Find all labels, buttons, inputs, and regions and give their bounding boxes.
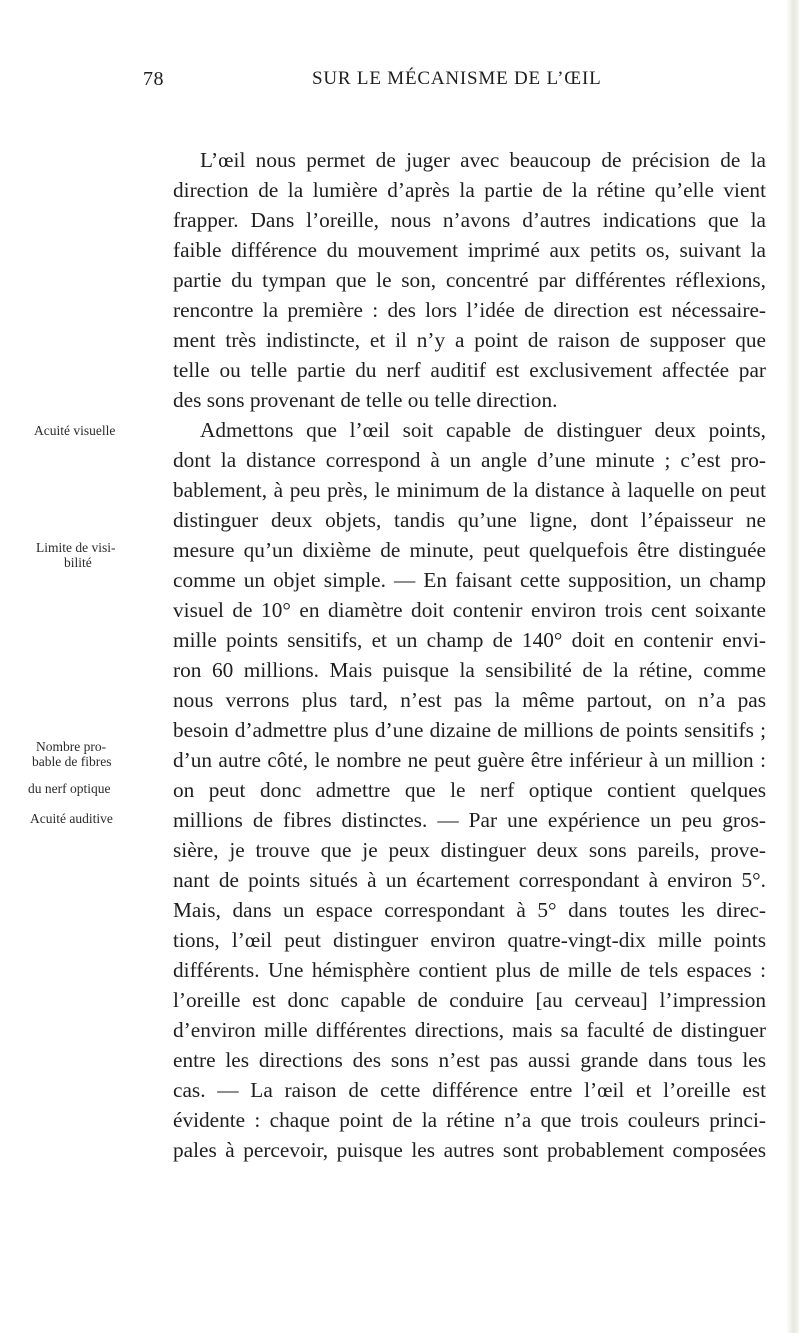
text-line: d’un autre côté, le nombre ne peut guère être inférieur à un million : xyxy=(173,748,766,772)
text-line: partie du tympan que le son, concentré par différentes réflexions, xyxy=(173,268,766,292)
margin-note-limite-line2: bilité xyxy=(64,555,92,570)
text-line: frapper. Dans l’oreille, nous n’avons d’autres indications que la xyxy=(173,208,766,232)
text-line: direction de la lumière d’après la partie de la rétine qu’elle vient xyxy=(173,178,766,202)
text-line: mesure qu’un dixième de minute, peut quelquefois être distinguée xyxy=(173,538,766,562)
text-line: l’oreille est donc capable de conduire [au cerveau] l’impression xyxy=(173,988,766,1012)
text-line: distinguer deux objets, tandis qu’une ligne, dont l’épaisseur ne xyxy=(173,508,766,532)
text-line: évidente : chaque point de la rétine n’a que trois couleurs princi- xyxy=(173,1108,766,1132)
text-line: Admettons que l’œil soit capable de distinguer deux points, xyxy=(200,418,766,442)
text-line: tions, l’œil peut distinguer environ quatre-vingt-dix mille points xyxy=(173,928,766,952)
text-line: L’œil nous permet de juger avec beaucoup de précision de la xyxy=(200,148,766,172)
text-line: telle ou telle partie du nerf auditif est exclusivement affectée par xyxy=(173,358,766,382)
text-line: nant de points situés à un écartement correspondant à environ 5°. xyxy=(173,868,766,892)
text-line: ment très indistincte, et il n’y a point de raison de supposer que xyxy=(173,328,766,352)
text-line: d’environ mille différentes directions, mais sa faculté de distinguer xyxy=(173,1018,766,1042)
margin-note-nombre-line3: du nerf optique xyxy=(28,781,111,796)
page-number: 78 xyxy=(143,68,164,90)
text-line: bablement, à peu près, le minimum de la distance à laquelle on peut xyxy=(173,478,766,502)
text-line: pales à percevoir, puisque les autres sont probablement composées xyxy=(173,1138,766,1162)
margin-note-limite-line1: Limite de visi- xyxy=(36,540,116,555)
text-line: différents. Une hémisphère contient plus de mille de tels espaces : xyxy=(173,958,766,982)
text-line: sière, je trouve que je peux distinguer deux sons pareils, prove- xyxy=(173,838,766,862)
text-line: mille points sensitifs, et un champ de 140° doit en contenir envi- xyxy=(173,628,766,652)
margin-note-nombre-line1: Nombre pro- xyxy=(36,739,107,754)
text-line: ron 60 millions. Mais puisque la sensibilité de la rétine, comme xyxy=(173,658,766,682)
text-line: entre les directions des sons n’est pas aussi grande dans tous les xyxy=(173,1048,766,1072)
margin-note-nombre-line2: bable de fibres xyxy=(32,754,112,769)
text-line: faible différence du mouvement imprimé aux petits os, suivant la xyxy=(173,238,766,262)
text-line: visuel de 10° en diamètre doit contenir environ trois cent soixante xyxy=(173,598,766,622)
text-line: on peut donc admettre que le nerf optique contient quelques xyxy=(173,778,766,802)
text-line: rencontre la première : des lors l’idée de direction est nécessaire- xyxy=(173,298,766,322)
text-line: Mais, dans un espace correspondant à 5° dans toutes les direc- xyxy=(173,898,766,922)
text-line: des sons provenant de telle ou telle direction. xyxy=(173,388,558,412)
text-line: cas. — La raison de cette différence entre l’œil et l’oreille est xyxy=(173,1078,766,1102)
margin-note-acuite-auditive: Acuité auditive xyxy=(30,811,113,826)
text-line: nous verrons plus tard, n’est pas la même partout, on n’a pas xyxy=(173,688,766,712)
text-line: dont la distance correspond à un angle d’une minute ; c’est pro- xyxy=(173,448,766,472)
text-line: comme un objet simple. — En faisant cette supposition, un champ xyxy=(173,568,766,592)
running-title: SUR LE MÉCANISME DE L’ŒIL xyxy=(312,68,602,89)
margin-note-acuite-visuelle: Acuité visuelle xyxy=(34,423,116,438)
text-line: besoin d’admettre plus d’une dizaine de millions de points sensitifs ; xyxy=(173,718,766,742)
text-line: millions de fibres distinctes. — Par une expérience un peu gros- xyxy=(173,808,766,832)
